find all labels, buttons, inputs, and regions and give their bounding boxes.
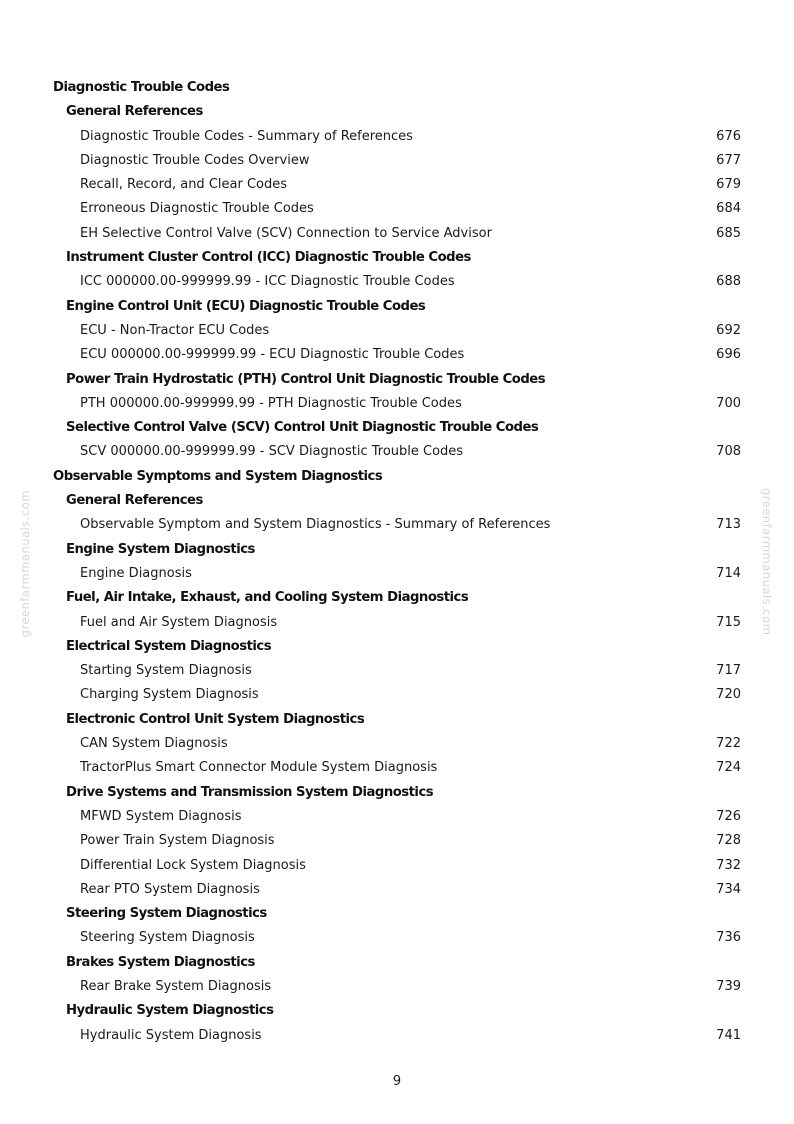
toc-entry-page-number: 692 xyxy=(716,322,741,338)
watermark-right: greenfarmmanuals.com xyxy=(760,488,774,636)
toc-entry-page-number: 717 xyxy=(716,663,741,679)
watermark-left: greenfarmmanuals.com xyxy=(18,490,32,638)
toc-entry-title: Engine System Diagnostics xyxy=(66,541,255,557)
toc-entry-title: Power Train Hydrostatic (PTH) Control Unit Diagnostic Trouble Codes xyxy=(66,371,546,387)
toc-entry-title: PTH 000000.00-999999.99 - PTH Diagnostic Trouble Codes xyxy=(80,395,462,411)
toc-entry-title: ECU 000000.00-999999.99 - ECU Diagnostic Trouble Codes xyxy=(80,347,465,363)
toc-entry-title: MFWD System Diagnosis xyxy=(80,808,242,824)
toc-entry[interactable] xyxy=(0,173,794,197)
toc-entry-page-number: 715 xyxy=(716,614,741,630)
toc-entry-title: Rear Brake System Diagnosis xyxy=(80,978,272,994)
toc-entry-title: Diagnostic Trouble Codes xyxy=(53,80,230,95)
toc-subsection-heading xyxy=(0,489,794,513)
toc-entry-title: Electronic Control Unit System Diagnostics xyxy=(66,711,365,727)
toc-entry-title: ICC 000000.00-999999.99 - ICC Diagnostic Trouble Codes xyxy=(80,274,455,290)
toc-entry[interactable] xyxy=(0,222,794,246)
toc-entry-title: ECU - Non-Tractor ECU Codes xyxy=(80,322,270,338)
toc-entry-page-number: 676 xyxy=(716,128,741,144)
toc-entry[interactable] xyxy=(0,513,794,537)
toc-entry-title: Drive Systems and Transmission System Diagnostics xyxy=(66,784,434,800)
toc-entry-title: Rear PTO System Diagnosis xyxy=(80,881,260,897)
toc-entry-page-number: 732 xyxy=(716,857,741,873)
toc-entry-page-number: 677 xyxy=(716,152,741,168)
toc-entry[interactable] xyxy=(0,878,794,902)
toc-entry[interactable] xyxy=(0,319,794,343)
toc-entry[interactable] xyxy=(0,829,794,853)
toc-entry-page-number: 728 xyxy=(716,833,741,849)
toc-entry[interactable] xyxy=(0,125,794,149)
toc-entry[interactable] xyxy=(0,1024,794,1048)
toc-subsection-heading xyxy=(0,708,794,732)
toc-entry[interactable] xyxy=(0,683,794,707)
toc-entry-page-number: 722 xyxy=(716,736,741,752)
toc-entry[interactable] xyxy=(0,197,794,221)
toc-subsection-heading xyxy=(0,902,794,926)
toc-entry-title: Fuel and Air System Diagnosis xyxy=(80,614,278,630)
toc-entry-title: Observable Symptoms and System Diagnostics xyxy=(53,468,383,484)
toc-entry-title: Diagnostic Trouble Codes - Summary of References xyxy=(80,128,413,144)
toc-entry-page-number: 714 xyxy=(716,565,741,581)
toc-entry-title: Instrument Cluster Control (ICC) Diagnostic Trouble Codes xyxy=(66,250,471,266)
toc-section-heading xyxy=(0,465,794,489)
toc-entry-title: Charging System Diagnosis xyxy=(80,687,259,703)
toc-entry-title: Hydraulic System Diagnosis xyxy=(80,1027,262,1043)
toc-entry-title: TractorPlus Smart Connector Module System Diagnosis xyxy=(80,760,438,776)
toc-entry[interactable] xyxy=(0,149,794,173)
toc-entry[interactable] xyxy=(0,562,794,586)
toc-subsection-heading xyxy=(0,999,794,1023)
toc-entry[interactable] xyxy=(0,805,794,829)
toc-entry-title: Erroneous Diagnostic Trouble Codes xyxy=(80,201,314,217)
toc-entry-title: General References xyxy=(66,104,203,120)
toc-entry[interactable] xyxy=(0,756,794,780)
toc-entry-title: Steering System Diagnostics xyxy=(66,906,267,922)
toc-entry-title: Power Train System Diagnosis xyxy=(80,833,275,849)
toc-subsection-heading xyxy=(0,635,794,659)
toc-entry-page-number: 685 xyxy=(716,225,741,241)
toc-entry[interactable] xyxy=(0,440,794,464)
toc-subsection-heading xyxy=(0,100,794,124)
toc-entry-page-number: 734 xyxy=(716,881,741,897)
toc-entry-title: Engine Diagnosis xyxy=(80,565,192,581)
toc-entry-page-number: 679 xyxy=(716,177,741,193)
toc-entry[interactable] xyxy=(0,975,794,999)
toc-entry[interactable] xyxy=(0,611,794,635)
toc-entry-title: Electrical System Diagnostics xyxy=(66,638,272,654)
toc-subsection-heading xyxy=(0,951,794,975)
toc-entry-title: Hydraulic System Diagnostics xyxy=(66,1003,274,1019)
toc-entry-title: Steering System Diagnosis xyxy=(80,930,255,946)
toc-entry[interactable] xyxy=(0,732,794,756)
toc-entry-title: SCV 000000.00-999999.99 - SCV Diagnostic Trouble Codes xyxy=(80,444,464,460)
toc-entry-page-number: 684 xyxy=(716,201,741,217)
toc-entry-page-number: 720 xyxy=(716,687,741,703)
toc-entry-title: CAN System Diagnosis xyxy=(80,736,228,752)
toc-subsection-heading xyxy=(0,295,794,319)
toc-entry-page-number: 724 xyxy=(716,760,741,776)
toc-entry-page-number: 726 xyxy=(716,808,741,824)
toc-entry-page-number: 736 xyxy=(716,930,741,946)
toc-entry[interactable] xyxy=(0,270,794,294)
page-number: 9 xyxy=(392,1074,402,1089)
toc-entry-title: General References xyxy=(66,493,203,509)
toc-entry[interactable] xyxy=(0,343,794,367)
toc-subsection-heading xyxy=(0,586,794,610)
toc-subsection-heading xyxy=(0,246,794,270)
toc-entry[interactable] xyxy=(0,926,794,950)
toc-entry-page-number: 713 xyxy=(716,517,741,533)
toc-entry-title: Engine Control Unit (ECU) Diagnostic Trouble Codes xyxy=(66,298,426,314)
toc-entry[interactable] xyxy=(0,854,794,878)
toc-entry-page-number: 739 xyxy=(716,978,741,994)
toc-section-heading xyxy=(0,76,794,100)
toc-entry-page-number: 700 xyxy=(716,395,741,411)
toc-entry-page-number: 688 xyxy=(716,274,741,290)
toc-subsection-heading xyxy=(0,368,794,392)
toc-subsection-heading xyxy=(0,538,794,562)
toc-entry-title: Fuel, Air Intake, Exhaust, and Cooling System Diagnostics xyxy=(66,590,469,606)
toc-entry-page-number: 741 xyxy=(716,1027,741,1043)
toc-entry-page-number: 696 xyxy=(716,347,741,363)
toc-entry-title: Diagnostic Trouble Codes Overview xyxy=(80,152,310,168)
toc-subsection-heading xyxy=(0,781,794,805)
toc-entry[interactable] xyxy=(0,392,794,416)
toc-entry-title: Recall, Record, and Clear Codes xyxy=(80,177,288,193)
toc-subsection-heading xyxy=(0,416,794,440)
toc-entry-title: EH Selective Control Valve (SCV) Connection to Service Advisor xyxy=(80,225,492,241)
toc-entry-title: Selective Control Valve (SCV) Control Unit Diagnostic Trouble Codes xyxy=(66,420,539,436)
toc-entry-title: Starting System Diagnosis xyxy=(80,663,252,679)
toc-entry[interactable] xyxy=(0,659,794,683)
toc-entry-page-number: 708 xyxy=(716,444,741,460)
table-of-contents xyxy=(0,76,794,1048)
toc-entry-title: Brakes System Diagnostics xyxy=(66,954,255,970)
toc-entry-title: Differential Lock System Diagnosis xyxy=(80,857,306,873)
toc-entry-title: Observable Symptom and System Diagnostics - Summary of References xyxy=(80,517,551,533)
